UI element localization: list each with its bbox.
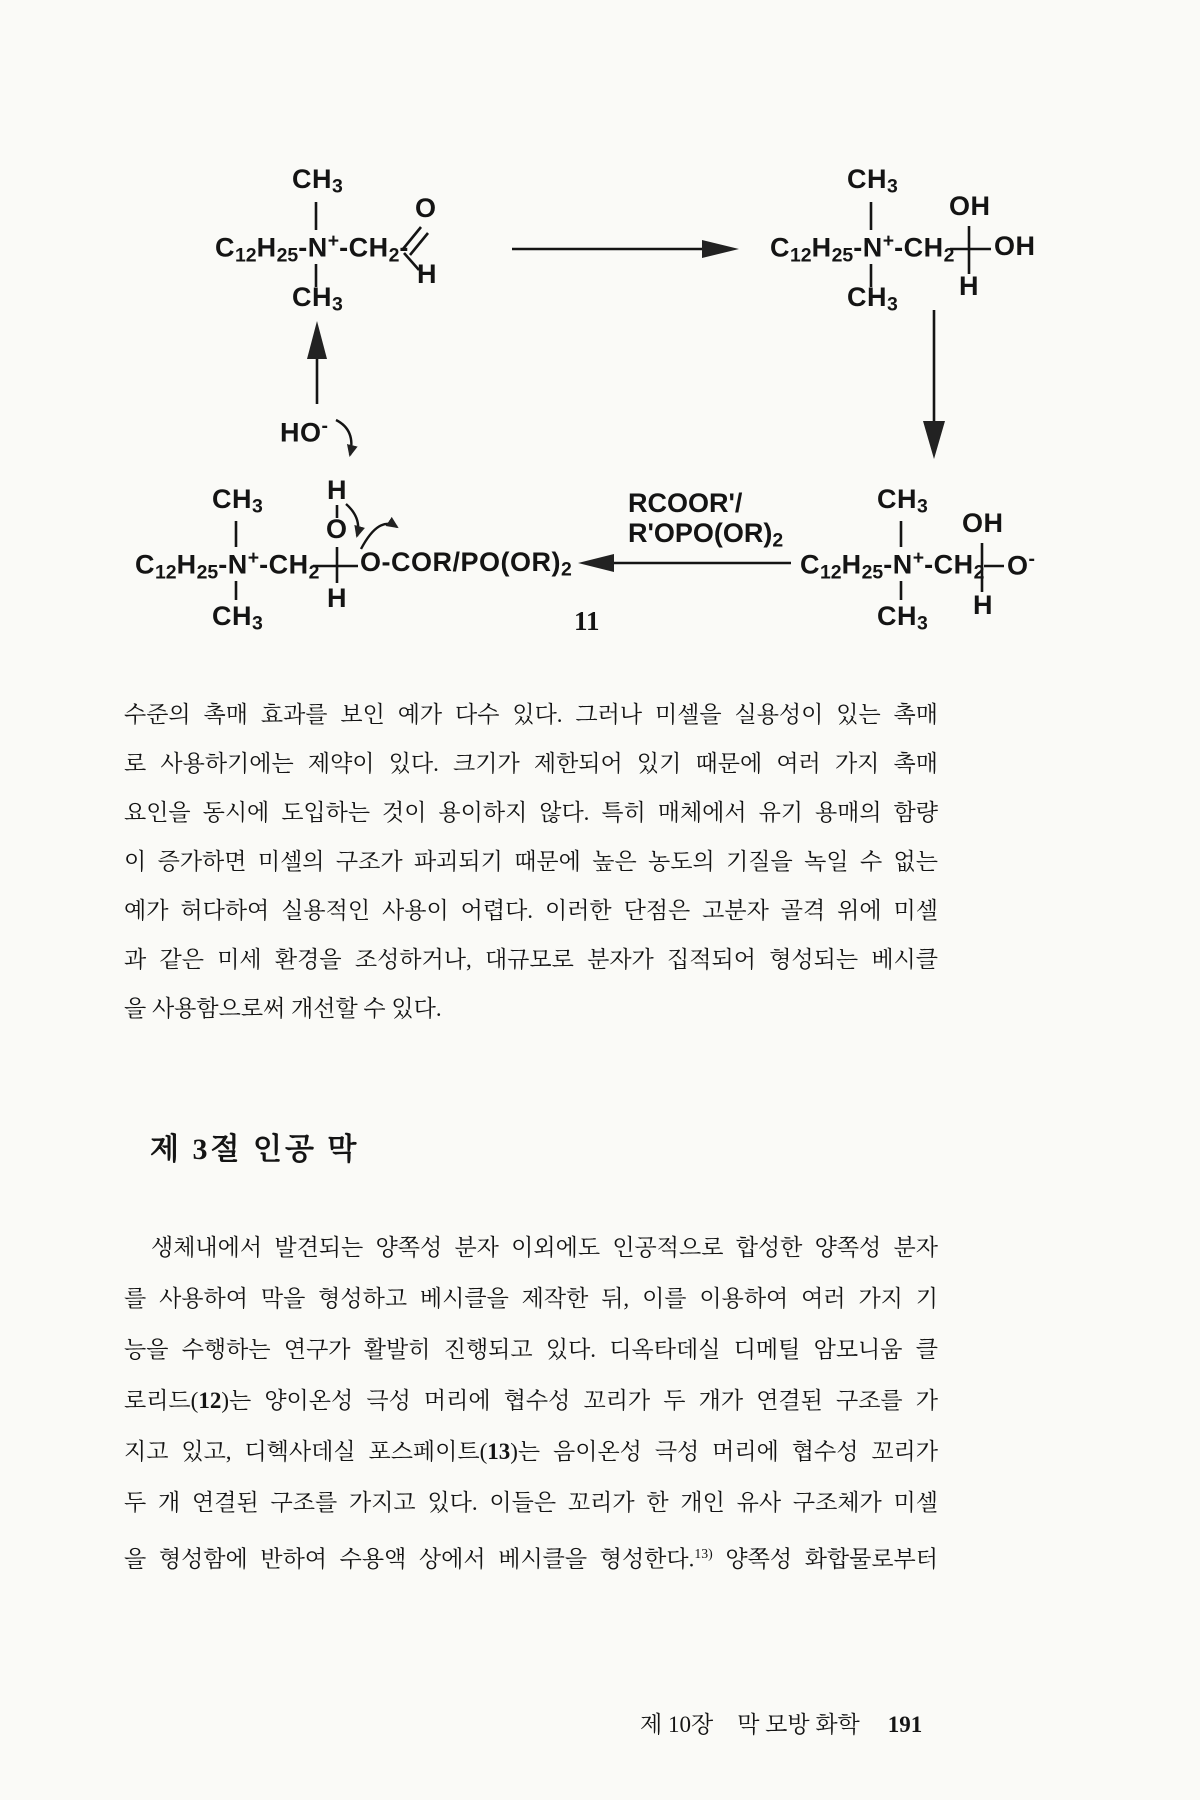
paragraph-2 [124,1222,938,1579]
hemiortho-h-top-label: H [327,475,347,505]
hemiortho-o-mid-label: O [326,514,348,544]
hemiortho-ch3-top-label: $CH_3$ [212,484,263,518]
text-segment: 로리드( [124,1388,199,1413]
footer-book-title: 막 모방 화학 [737,1712,860,1737]
footnote-reference: 13) [694,1546,713,1561]
curved-arrow-oc-icon [361,524,397,549]
page-footer [640,1713,922,1736]
diol-ch3-top-label: $CH_3$ [847,164,898,198]
section-heading: 제 3절 인공 막 [150,1133,360,1166]
text-line: 과 같은 미세 환경을 조성하거나, 대규모로 분자가 집적되어 형성되는 베시클 [124,947,938,972]
alkoxide-ch3-bottom-label: $CH_3$ [877,601,928,635]
text-line: 를 사용하여 막을 형성하고 베시클을 제작한 뒤, 이를 이용하여 여러 가지 기 [124,1286,938,1311]
text-line: 을 사용함으로써 개선할 수 있다. [124,996,442,1021]
text-segment: 지고 있고, 디헥사데실 포스페이트( [124,1439,488,1464]
hemiortho-ch3-bottom-label: $CH_3$ [212,601,263,635]
compound-number: 11 [574,606,600,636]
alkoxide-ch3-top-label: $CH_3$ [877,484,928,518]
text-line [124,1528,938,1579]
text-segment: )는 음이온성 극성 머리에 협수성 꼬리가 [510,1439,938,1464]
reaction-arrow-right-icon [512,240,739,258]
text-line [124,1426,938,1477]
compound-12-reference: 12 [198,1388,222,1413]
hemiortho-h-bottom-label: H [327,583,347,613]
reagent-label-line2: $R'OPO(OR)_2$ [628,518,784,552]
hydroxide-label: HO- [280,415,328,448]
curved-arrow-oh-icon [346,504,358,536]
hemiortho-main-label: $C_{12}H_{25}-N^+-CH_2$ [135,547,320,584]
footer-page-number: 191 [887,1712,923,1737]
diol-ch3-bottom-label: $CH_3$ [847,282,898,316]
footer-chapter: 제 10장 [640,1712,714,1737]
text-line [124,1375,938,1426]
alkoxide-main-label: $C_{12}H_{25}-N^+-CH_2$ [800,547,985,584]
reaction-arrow-up-icon [307,321,327,404]
aldehyde-ch3-top-label: $CH_3$ [292,164,343,198]
text-segment: 을 형성함에 반하여 수용액 상에서 베시클을 형성한다. [124,1546,695,1572]
reagent-label-line1: RCOOR'/ [628,488,743,518]
text-line: 두 개 연결된 구조를 가지고 있다. 이들은 꼬리가 한 개인 유사 구조체가 미셀 [124,1490,938,1515]
diol-main-label: $C_{12}H_{25}-N^+-CH_2$ [770,230,955,267]
alkoxide-o-minus-label: O- [1007,548,1035,581]
reaction-scheme-figure [0,0,1200,680]
text-segment: 양쪽성 화합물로부터 [712,1546,938,1572]
alkoxide-h-label: H [973,590,993,620]
text-line: 요인을 동시에 도입하는 것이 용이하지 않다. 특히 매체에서 유기 용매의 함량 [124,800,938,825]
text-line: 이 증가하면 미셀의 구조가 파괴되기 때문에 높은 농도의 기질을 녹일 수 없는 [124,849,938,874]
reaction-arrow-down-icon [923,310,945,459]
reaction-arrow-left-icon [578,554,791,572]
text-line: 수준의 촉매 효과를 보인 예가 다수 있다. 그러나 미셀을 실용성이 있는 촉매 [124,702,938,727]
text-segment: )는 양이온성 극성 머리에 협수성 꼬리가 두 개가 연결된 구조를 가 [221,1388,938,1413]
hemiortho-tail-label: $O-COR/PO(OR)_2$ [360,547,572,581]
aldehyde-o-label: O [415,193,437,223]
text-line: 로 사용하기에는 제약이 있다. 크기가 제한되어 있기 때문에 여러 가지 촉매 [124,751,938,776]
alkoxide-oh-top-label: OH [962,508,1004,538]
paragraph-1 [124,690,938,1033]
aldehyde-h-label: H [417,259,437,289]
aldehyde-ch3-bottom-label: $CH_3$ [292,282,343,316]
curved-arrow-hydroxide-icon [336,420,351,455]
diol-oh-top-label: OH [949,191,991,221]
diol-oh-right-label: OH [994,231,1036,261]
aldehyde-main-label: $C_{12}H_{25}-N^+-CH_2-$ [215,230,409,267]
text-line: 예가 허다하여 실용적인 사용이 어렵다. 이러한 단점은 고분자 골격 위에 미셀 [124,898,938,923]
diol-h-label: H [959,271,979,301]
compound-13-reference: 13 [487,1439,511,1464]
text-line: 생체내에서 발견되는 양쪽성 분자 이외에도 인공적으로 합성한 양쪽성 분자 [151,1235,938,1260]
text-line: 능을 수행하는 연구가 활발히 진행되고 있다. 디옥타데실 디메틸 암모니움 클 [124,1337,938,1362]
